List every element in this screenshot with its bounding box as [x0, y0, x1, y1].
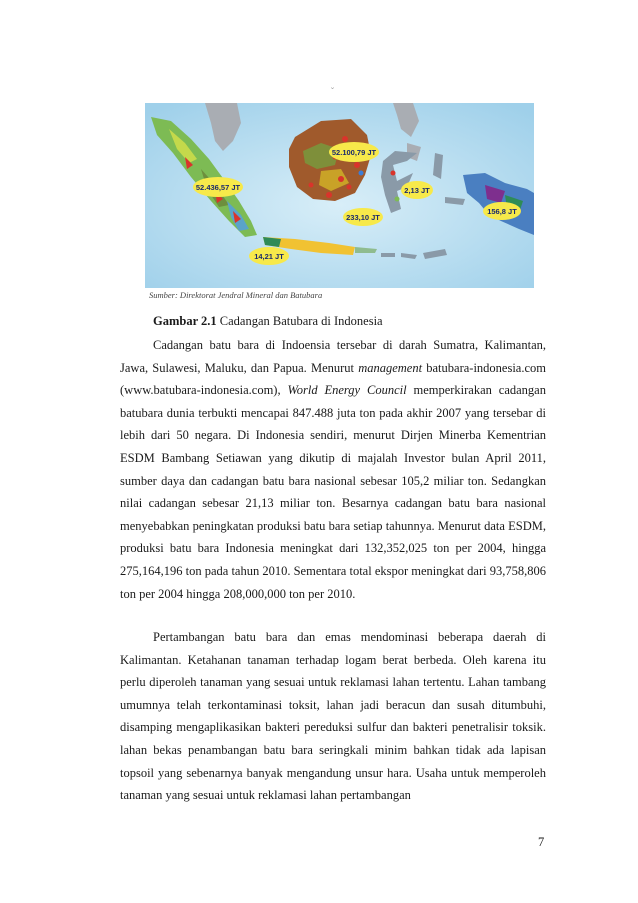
svg-text:14,21 JT: 14,21 JT [254, 252, 284, 261]
label-papua [483, 202, 521, 220]
label-java [249, 247, 289, 265]
caption-text: Cadangan Batubara di Indonesia [216, 314, 383, 328]
para1-text-c: memperkirakan cadangan batubara dunia terbukti mencapai 847.488 juta ton pada akhir 2007 yang tersebar di lebih dari 50 negara. Di Indonesia sendiri, menurut Dirjen Minerba Kementrian ESDM Bambang Setiawan yang dikutip di majalah Investor bulan April 2011, sumber daya dan cadangan batu bara nasional sebesar 105,2 miliar ton. Sedangkan nilai cadangan sebesar 21,13 miliar ton. Besarnya cadangan batu bara nasional menyebabkan peningkatan produksi batu bara setiap tahunnya. Menurut data ESDM, produksi batu bara Indonesia meningkat dari 132,352,025 ton per 2004, hingga 275,164,196 ton pada tahun 2010. Sementara total ekspor meningkat dari 93,758,806 ton per 2004 hingga 208,000,000 ton per 2010. [120, 383, 546, 601]
page-number: 7 [538, 835, 545, 849]
label-sulawesi [401, 181, 433, 199]
para1-text-b: batubara-indonesia.com (www.batubara-indonesia.com), [120, 360, 546, 398]
svg-text:52.436,57 JT: 52.436,57 JT [195, 183, 241, 192]
svg-text:52.100,79 JT: 52.100,79 JT [331, 148, 377, 157]
label-kalimantan-north [329, 142, 379, 162]
para2-text: Pertambangan batu bara dan emas mendominasi beberapa daerah di Kalimantan. Ketahanan tanaman terhadap logam berat berbeda. Oleh karena itu perlu diperoleh tanaman yang sesuai untuk reklamasi lahan tertentu. Lahan tambang umumnya telah terkontaminasi toksit, lahan jadi beracun dan susah ditumbuhi, disamping mengaplikasikan bakteri pereduksi sulfur dan bakteri penetralisir toksik. lahan bekas penambangan batu bara seringkali minim bahkan tidak ada lapisan topsoil yang sebenarnya banyak mengandung unsur hara. Usaha untuk memperoleh tanaman yang sesuai untuk reklamasi lahan pertambangan [120, 630, 546, 803]
svg-text:156,8 JT: 156,8 JT [487, 207, 517, 216]
para1-text-a: Cadangan batu bara di Indoensia tersebar di darah Sumatra, Kalimantan, Jawa, Sulawesi, Maluku, dan Papua. Menurut [120, 338, 546, 375]
paragraph-2 [120, 626, 546, 807]
svg-text:2,13 JT: 2,13 JT [404, 186, 430, 195]
label-sumatra [193, 177, 243, 197]
indonesia-coal-reserve-map [145, 103, 534, 288]
scan-mark: ˘ [331, 86, 334, 96]
figure-source: Sumber: Direktorat Jendral Mineral dan Batubara [149, 290, 323, 300]
para1-wec: World Energy Council [287, 383, 407, 398]
label-kalimantan-south [343, 208, 383, 226]
figure-caption [153, 314, 383, 329]
para1-management: management [358, 360, 423, 375]
map-graphic [145, 103, 534, 288]
caption-number: Gambar 2.1 [153, 314, 217, 328]
svg-text:233,10 JT: 233,10 JT [346, 213, 380, 222]
paragraph-1 [120, 334, 546, 605]
